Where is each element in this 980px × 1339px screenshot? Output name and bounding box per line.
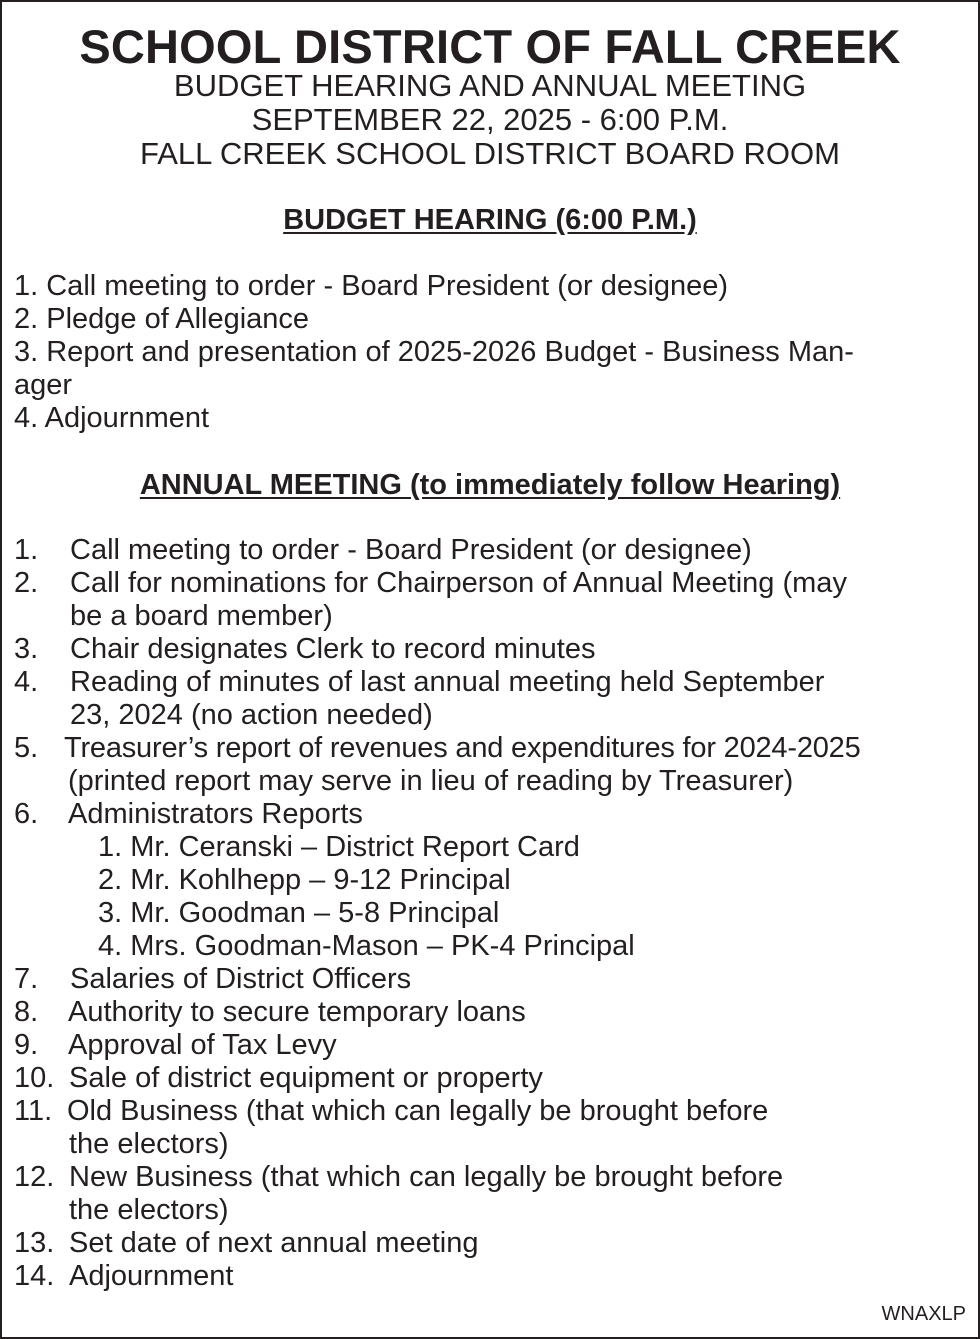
item-number: 3. bbox=[14, 633, 39, 665]
item-text: Treasurer’s report of revenues and expenditures for 2024-2025 bbox=[64, 732, 861, 764]
item-text: Old Business (that which can legally be brought before bbox=[67, 1095, 769, 1127]
item-text: the electors) bbox=[69, 1194, 229, 1226]
item-text: the electors) bbox=[69, 1128, 229, 1160]
item-number: 13. bbox=[14, 1227, 55, 1259]
item-text: Set date of next annual meeting bbox=[69, 1227, 479, 1259]
item-text: 2. Mr. Kohlhepp – 9-12 Principal bbox=[98, 864, 511, 896]
meeting-location: FALL CREEK SCHOOL DISTRICT BOARD ROOM bbox=[140, 136, 840, 171]
item-text: Adjournment bbox=[69, 1260, 234, 1292]
item-text: 1. Mr. Ceranski – District Report Card bbox=[98, 831, 580, 863]
item-text: Authority to secure temporary loans bbox=[68, 996, 526, 1028]
item-number: 6. bbox=[14, 798, 39, 830]
hearing-item-continuation: ager bbox=[14, 369, 73, 401]
item-text: Salaries of District Officers bbox=[70, 963, 412, 995]
item-text: Call meeting to order - Board President (or designee) bbox=[70, 534, 752, 566]
hearing-item: 1. Call meeting to order - Board President (or designee) bbox=[14, 270, 729, 302]
item-text: Sale of district equipment or property bbox=[69, 1062, 543, 1094]
item-number: 12. bbox=[14, 1161, 55, 1193]
item-number: 10. bbox=[14, 1062, 55, 1094]
item-number: 9. bbox=[14, 1029, 39, 1061]
notice-title: SCHOOL DISTRICT OF FALL CREEK bbox=[79, 20, 901, 73]
annual-meeting-heading: ANNUAL MEETING (to immediately follow Hearing) bbox=[139, 469, 841, 501]
item-text: Chair designates Clerk to record minutes bbox=[70, 633, 596, 665]
item-number: 4. bbox=[14, 666, 39, 698]
item-text: Approval of Tax Levy bbox=[68, 1029, 337, 1061]
budget-hearing-heading: BUDGET HEARING (6:00 P.M.) bbox=[283, 204, 697, 236]
item-number: 1. bbox=[14, 534, 39, 566]
item-text: Administrators Reports bbox=[68, 798, 363, 830]
item-text: 4. Mrs. Goodman-Mason – PK-4 Principal bbox=[98, 930, 635, 962]
item-number: 2. bbox=[14, 567, 39, 599]
item-number: 8. bbox=[14, 996, 39, 1028]
hearing-item: 4. Adjournment bbox=[14, 402, 210, 434]
item-text: (printed report may serve in lieu of reading by Treasurer) bbox=[68, 765, 794, 797]
item-number: 7. bbox=[14, 963, 39, 995]
publication-code: WNAXLP bbox=[881, 1303, 966, 1325]
item-text: New Business (that which can legally be brought before bbox=[69, 1161, 784, 1193]
item-text: 3. Mr. Goodman – 5-8 Principal bbox=[98, 897, 500, 929]
item-text: be a board member) bbox=[70, 600, 333, 632]
item-number: 14. bbox=[14, 1260, 55, 1292]
item-number: 11. bbox=[14, 1095, 53, 1127]
item-text: Reading of minutes of last annual meeting held September bbox=[70, 666, 825, 698]
item-text: 23, 2024 (no action needed) bbox=[70, 699, 433, 731]
item-text: Call for nominations for Chairperson of Annual Meeting (may bbox=[70, 567, 847, 599]
hearing-item: 3. Report and presentation of 2025-2026 Budget - Business Man- bbox=[14, 336, 854, 368]
hearing-item: 2. Pledge of Allegiance bbox=[14, 303, 310, 335]
notice-subtitle: BUDGET HEARING AND ANNUAL MEETING bbox=[173, 68, 807, 103]
item-number: 5. bbox=[14, 732, 39, 764]
meeting-date: SEPTEMBER 22, 2025 - 6:00 P.M. bbox=[251, 102, 729, 137]
